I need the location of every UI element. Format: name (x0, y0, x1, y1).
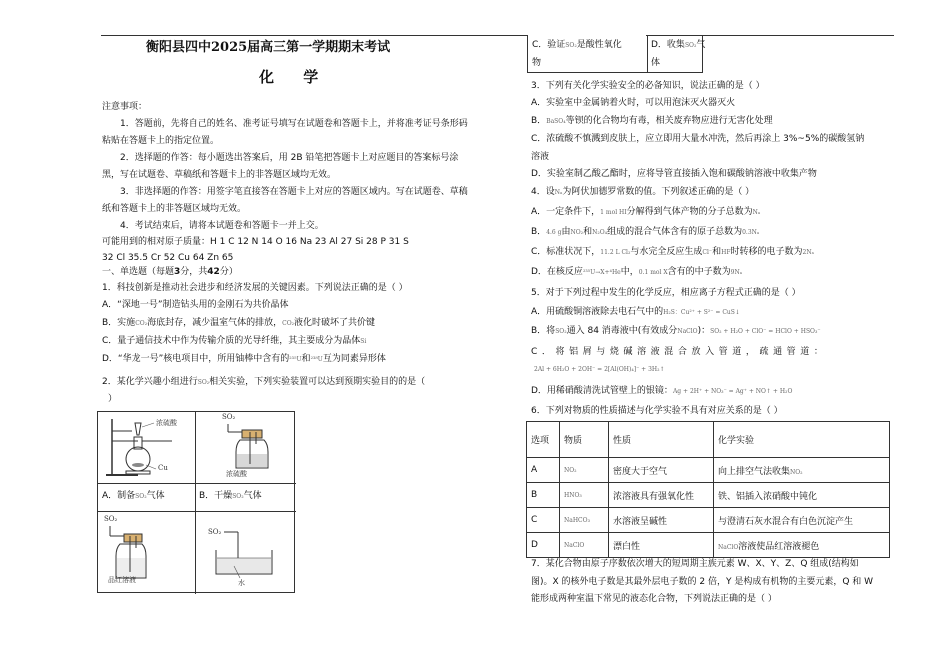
formula: 0.3Nₐ (742, 229, 760, 236)
formula: HF (721, 249, 731, 256)
table-row: C NaHCO₃ 水溶液呈碱性 与澄清石灰水混合有白色沉淀产生 (527, 508, 890, 533)
formula: Nₐ (554, 189, 563, 196)
formula: N₂O₄ (592, 229, 608, 236)
formula: 11.2 L Cl₂ (600, 249, 631, 256)
q6-col-property: 性质 (609, 422, 714, 458)
apparatus-d-label-so2: SO₂ (208, 528, 222, 536)
q2-option-c: C．验证SO₂是酸性氧化 (532, 40, 622, 50)
formula: 4.6 g (546, 229, 562, 236)
formula: SO₂ (555, 328, 567, 335)
formula: SO₂ (684, 42, 697, 49)
q1-option-b: B．实施CO₂海底封存，减少温室气体的排放，CO₂液化时破坏了共价键 (102, 318, 376, 328)
q5-option-d: D．用稀硝酸清洗试管壁上的银镜：Ag + 2H⁺ + NO₃⁻ = Ag⁺ + NO↑ + H₂O (531, 386, 793, 396)
formula: NO₂ (570, 229, 584, 236)
atomic-masses-line-1: 可能用到的相对原子质量：H 1 C 12 N 14 O 16 Na 23 Al 27 Si 28 P 31 S (102, 237, 409, 247)
q7-line-1: 7．某化合物由原子序数依次增大的短周期主族元素 W、X、Y、Z、Q 组成(结构如 (531, 559, 859, 569)
q4-option-a: A．一定条件下，1 mol HI分解得到气体产物的分子总数为Nₐ (531, 207, 761, 217)
equation: Ag + 2H⁺ + NO₃⁻ = Ag⁺ + NO↑ + H₂O (672, 388, 793, 395)
formula: SO₂ (135, 493, 147, 500)
formula: ²³⁵U→X+⁴He (582, 269, 621, 276)
formula: 1 mol HI (600, 209, 627, 216)
formula: SO₂ (232, 493, 244, 500)
formula: ²³⁵U (289, 356, 302, 363)
q2-stem-end: ） (108, 394, 118, 404)
apparatus-b-figure (222, 420, 282, 472)
formula: SO₂ (197, 379, 210, 386)
notice-item-2: 2．选择题的作答：每小题选出答案后，用 2B 铅笔把答题卡上对应题目的答案标号涂黑，写在试题卷、草稿纸和答题卡上的非答题区域均无效。 (102, 153, 459, 180)
section-heading: 一、单选题（每题3分，共42分） (102, 267, 238, 277)
q6-col-experiment: 化学实验 (714, 422, 890, 458)
q2-options-cd-box (527, 35, 706, 73)
atomic-masses-line-2: 32 Cl 35.5 Cr 52 Cu 64 Zn 65 (102, 253, 234, 263)
apparatus-d-label-water: 水 (238, 579, 245, 587)
q3-option-d: D．实验室制乙酸乙酯时，应将导管直接插入饱和碳酸钠溶液中收集产物 (531, 169, 817, 179)
formula: CO₂ (135, 320, 148, 327)
q3-option-b: B．BaSO₄等钡的化合物均有毒，相关废弃物应进行无害化处理 (531, 116, 773, 126)
formula: NaClO (677, 328, 698, 335)
formula: H₂S (663, 309, 675, 316)
q1-option-a: A．“深地一号”制造钻头用的金刚石为共价晶体 (102, 300, 289, 310)
q2-option-c-cont: 物 (532, 58, 542, 68)
subject-title: 化 学 (259, 68, 331, 86)
q5-option-a: A．用硫酸铜溶液除去电石气中的H₂S：Cu²⁺ + S²⁻ = CuS↓ (531, 307, 740, 317)
formula: SO₂ (565, 42, 577, 49)
q2-option-a: A．制备SO₂气体 (102, 491, 165, 501)
q3-option-c: C．浓硫酸不慎溅到皮肤上，应立即用大量水冲洗，然后再涂上 3%~5%的碳酸氢钠 (531, 134, 865, 144)
q3-option-c-cont: 溶液 (531, 152, 550, 162)
q4-option-c: C．标准状况下，11.2 L Cl₂与水完全反应生成Cl⁻和HF时转移的电子数为2Nₐ (531, 247, 814, 257)
q5-option-c-equation: 2Al + 6H₂O + 2OH⁻ = 2[Al(OH)₄]⁻ + 3H₂↑ (534, 366, 665, 373)
q5-option-b: B．将SO₂通入 84 消毒液中(有效成分NaClO)：SO₂ + H₂O + ClO⁻ = HClO + HSO₃⁻ (531, 326, 821, 336)
apparatus-a-figure (102, 415, 192, 481)
q6-col-substance: 物质 (560, 422, 609, 458)
formula: Nₐ (752, 209, 761, 216)
formula: Si (360, 338, 367, 345)
q7-line-3: 能形成两种室温下常见的液态化合物，下列说法正确的是（ ） (531, 594, 777, 604)
notice-item-1: 1．答题前，先将自己的姓名、准考证号填写在试题卷和答题卡上，并将准考证号条形码粘贴在答题卡上的指定位置。 (102, 119, 468, 146)
q4-option-b: B．4.6 g由NO₂和N₂O₄组成的混合气体含有的原子总数为0.3Nₐ (531, 227, 760, 237)
table-row: B HNO₃ 浓溶液具有强氧化性 铁、铝插入浓硝酸中钝化 (527, 483, 890, 508)
q6-table (526, 421, 890, 558)
notice-item-4: 4．考试结束后，请将本试题卷和答题卡一并上交。 (120, 221, 324, 231)
q1-stem: 1．科技创新是推动社会进步和经济发展的关键因素。下列说法正确的是（ ） (102, 283, 408, 293)
q2-stem: 2．某化学兴趣小组进行SO₂相关实验，下列实验装置可以达到预期实验目的的是（ (102, 377, 426, 387)
q1-option-c: C．量子通信技术中作为传输介质的光导纤维，其主要成分为晶体Si (102, 336, 367, 346)
q5-stem: 5．对于下列过程中发生的化学反应，相应离子方程式正确的是（ ） (531, 288, 801, 298)
formula: BaSO₄ (546, 118, 566, 125)
table-row: A NO₂ 密度大于空气 向上排空气法收集NO₂ (527, 458, 890, 483)
exam-title: 衡阳县四中2025届高三第一学期期末考试 (146, 40, 391, 55)
q4-option-d: D．在核反应²³⁵U→X+⁴He中，0.1 mol X含有的中子数为9Nₐ (531, 267, 743, 277)
apparatus-d-figure (210, 528, 290, 584)
formula: CO₂ (282, 320, 295, 327)
equation: SO₂ + H₂O + ClO⁻ = HClO + HSO₃⁻ (710, 328, 821, 335)
q7-line-2: 图)。X 的核外电子数是其最外层电子数的 2 倍，Y 是构成有机物的主要元素，Q 和 W (531, 577, 874, 587)
apparatus-c-label-solution: 品红溶液 (108, 576, 136, 584)
q3-option-a: A．实验室中金属钠着火时，可以用泡沫灭火器灭火 (531, 98, 736, 108)
q2-option-b: B．干燥SO₂气体 (199, 491, 262, 501)
formula: 0.1 mol X (638, 269, 668, 276)
q2-option-d-cont: 体 (651, 58, 661, 68)
q6-stem: 6．下列对物质的性质描述与化学实验不具有对应关系的是（ ） (531, 406, 783, 416)
section-total: 42 (207, 267, 220, 277)
formula: ²³⁸U (310, 356, 323, 363)
apparatus-a-label-acid: 浓硫酸 (156, 419, 177, 427)
q6-col-option: 选项 (527, 422, 560, 458)
notice-heading: 注意事项： (102, 102, 148, 112)
q2-option-d: D．收集SO₂气 (651, 40, 706, 50)
section-points: 3 (174, 267, 181, 277)
formula: Cl⁻ (702, 249, 713, 256)
table-row: D NaClO 漂白性 NaClO溶液使品红溶液褪色 (527, 533, 890, 558)
q5-option-c: C．将铝屑与烧碱溶液混合放入管道，疏通管道： (531, 347, 828, 357)
formula: 2Nₐ (802, 249, 814, 256)
apparatus-a-label-cu: Cu (158, 464, 168, 472)
apparatus-b-label-so2: SO₂ (222, 413, 236, 421)
notice-item-3: 3．非选择题的作答：用签字笔直接答在答题卡上对应的答题区域内。写在试题卷、草稿纸和答题卡上的非答题区域均无效。 (102, 187, 468, 214)
q4-stem: 4．设Nₐ为阿伏加德罗常数的值。下列叙述正确的是（ ） (531, 187, 755, 197)
equation: ：Cu²⁺ + S²⁻ = CuS↓ (674, 309, 740, 316)
q3-stem: 3．下列有关化学实验安全的必备知识，说法正确的是（ ） (531, 81, 765, 91)
formula: 9Nₐ (730, 269, 743, 276)
q1-option-d: D．“华龙一号”核电项目中，所用铀棒中含有的²³⁵U和²³⁸U互为同素异形体 (102, 354, 386, 364)
apparatus-c-label-so2: SO₂ (104, 515, 118, 523)
q2-apparatus-grid (97, 411, 295, 593)
apparatus-b-label-acid: 浓硫酸 (226, 470, 247, 478)
